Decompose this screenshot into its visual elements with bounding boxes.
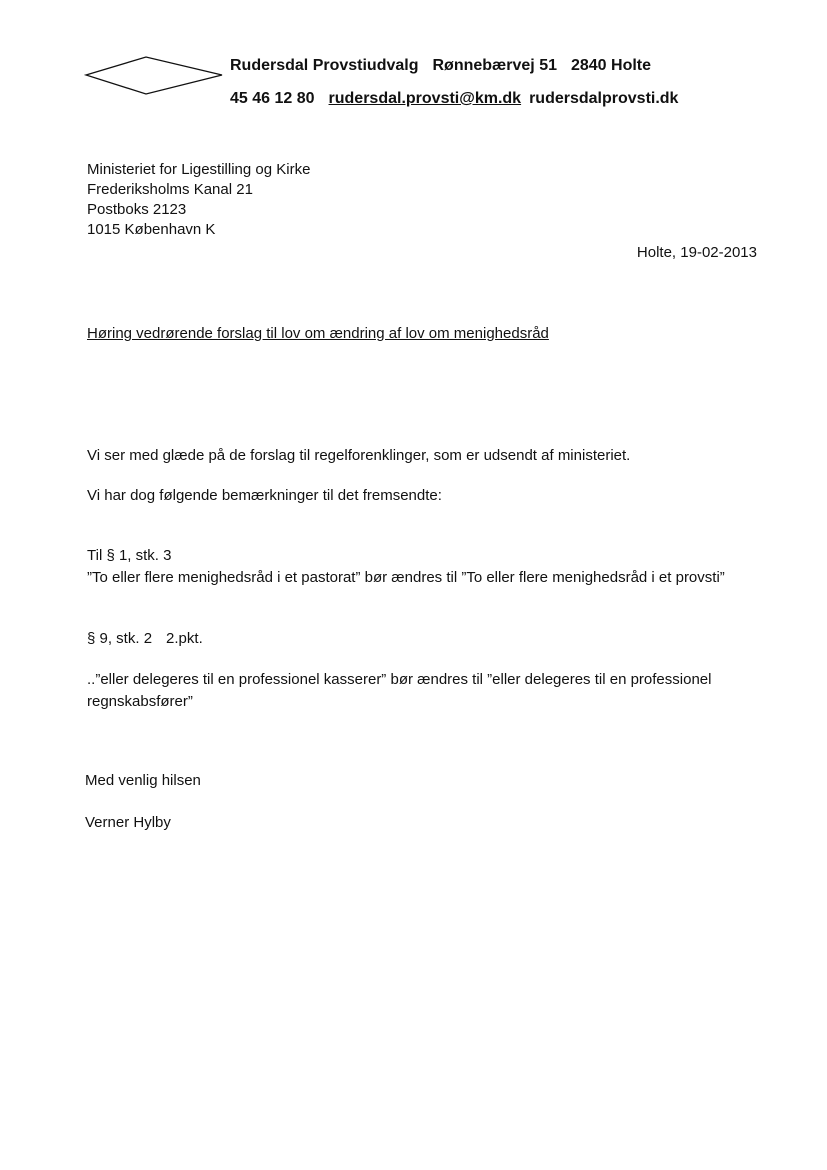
subject-line: Høring vedrørende forslag til lov om ændring af lov om menighedsråd (87, 325, 549, 342)
diamond-logo (84, 54, 224, 103)
intro-paragraph: Vi ser med glæde på de forslag til regelforenklinger, som er udsendt af ministeriet. (87, 447, 631, 464)
remark1-heading: Til § 1, stk. 3 (87, 547, 172, 564)
website: rudersdalprovsti.dk (529, 90, 679, 107)
signature-name: Verner Hylby (85, 814, 171, 831)
email-link[interactable]: rudersdal.provsti@km.dk (328, 90, 522, 107)
remark2-section: § 9, stk. 2 (87, 630, 153, 647)
org-name: Rudersdal Provstiudvalg (230, 57, 419, 74)
recipient-line: 1015 København K (87, 221, 216, 238)
recipient-block (87, 160, 310, 240)
postal-city: 2840 Holte (570, 57, 652, 74)
remark2-heading (87, 629, 203, 649)
recipient-line: Postboks 2123 (87, 201, 187, 218)
letterhead-address-line (230, 57, 651, 75)
remark2-pkt: 2.pkt. (166, 630, 203, 647)
phone-number: 45 46 12 80 (230, 90, 315, 107)
remark2-text-line2: regnskabsfører” (87, 693, 193, 710)
remark1-text: ”To eller flere menighedsråd i et pastorat” bør ændres til ”To eller flere menighedsråd i et provsti” (87, 569, 725, 586)
letterhead-contact-line (230, 90, 678, 108)
date-line: Holte, 19-02-2013 (636, 244, 757, 261)
remark2-text-line1: ..”eller delegeres til en professionel kasserer” bør ændres til ”eller delegeres til en professionel (87, 671, 712, 688)
recipient-line: Frederiksholms Kanal 21 (87, 181, 253, 198)
closing-greeting: Med venlig hilsen (85, 772, 201, 789)
recipient-line: Ministeriet for Ligestilling og Kirke (87, 161, 311, 178)
remarks-intro-paragraph: Vi har dog følgende bemærkninger til det fremsendte: (87, 487, 442, 504)
street-address: Rønnebærvej 51 (432, 57, 557, 74)
